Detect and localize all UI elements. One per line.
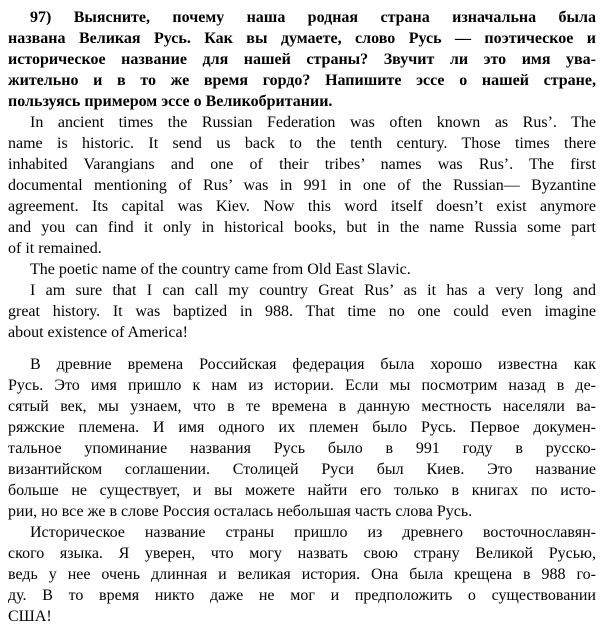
task-line: жительно и в то же время гордо? Напишите эссе о нашей стране,	[8, 72, 596, 89]
translation-line: ду. В то время никто даже не мог и предположить о существовании	[8, 587, 596, 604]
translation-line: рии, но все же в слове Россия осталась небольшая часть слова Русь.	[8, 503, 473, 520]
translation-line: Русь. Это имя пришло к нам из истории. Если мы посмотрим назад в де-	[8, 377, 596, 394]
task-line: названа Великая Русь. Как вы думаете, слово Русь — поэтическое и	[8, 30, 596, 47]
essay-line: inhabited Varangians and one of their tribes’ names was Rus’. The first	[8, 156, 596, 173]
translation-line: больше не существует, и вы можете найти его только в книгах по исто-	[8, 482, 596, 499]
essay-line: name is historic. It send us back to the tenth century. Those times there	[8, 135, 596, 152]
english-essay	[8, 112, 596, 343]
translation-line: сятый век, мы узнаем, что в те времена в данную местность населяли ва-	[8, 398, 596, 415]
essay-line: of it remained.	[8, 240, 102, 257]
task-line: пользуясь примером эссе о Великобритании.	[8, 93, 333, 110]
english-paragraph	[8, 259, 596, 280]
task-line: историческое название для нашей страны? Звучит ли это имя ува-	[8, 51, 596, 68]
essay-line: agreement. Its capital was Kiev. Now this word itself doesn’t exist anymore	[8, 198, 596, 215]
english-paragraph	[8, 280, 596, 343]
essay-line: documental mentioning of Rus’ was in 991 in one of the Russian— Byzantine	[8, 177, 596, 194]
essay-line: I am sure that I can call my country Great Rus’ as it has a very long and	[30, 282, 596, 299]
russian-paragraph	[8, 522, 596, 625]
translation-line: византийском соглашении. Столицей Руси был Киев. Это название	[8, 461, 596, 478]
english-paragraph	[8, 112, 596, 259]
translation-line: ряжские племена. И имя одного их племен было Русь. Первое докумен-	[8, 419, 596, 436]
translation-line: ведь у нее очень длинная и великая история. Она была крещена в 988 го-	[8, 566, 596, 583]
task-instruction	[8, 7, 596, 112]
russian-paragraph	[8, 354, 596, 522]
essay-line: The poetic name of the country came from Old East Slavic.	[30, 261, 411, 278]
translation-line: тальное упоминание названия Русь было в 991 году в русско-	[8, 440, 596, 457]
translation-line: ского языка. Я уверен, что могу назвать свою страну Великой Русью,	[8, 545, 596, 562]
task-line: 97) Выясните, почему наша родная страна изначальна была	[30, 9, 596, 26]
essay-line: about existence of America!	[8, 324, 188, 341]
essay-line: great history. It was baptized in 988. That time no one could even imagine	[8, 303, 596, 320]
translation-line: США!	[8, 608, 52, 625]
essay-line: and you can find it only in historical books, but in the name Russia some part	[8, 219, 596, 236]
translation-line: Историческое название страны пришло из древнего восточнославян-	[30, 524, 596, 541]
russian-translation	[8, 354, 596, 625]
translation-line: В древние времена Российская федерация была хорошо известна как	[30, 356, 596, 373]
essay-line: In ancient times the Russian Federation was often known as Rus’. The	[30, 114, 596, 131]
